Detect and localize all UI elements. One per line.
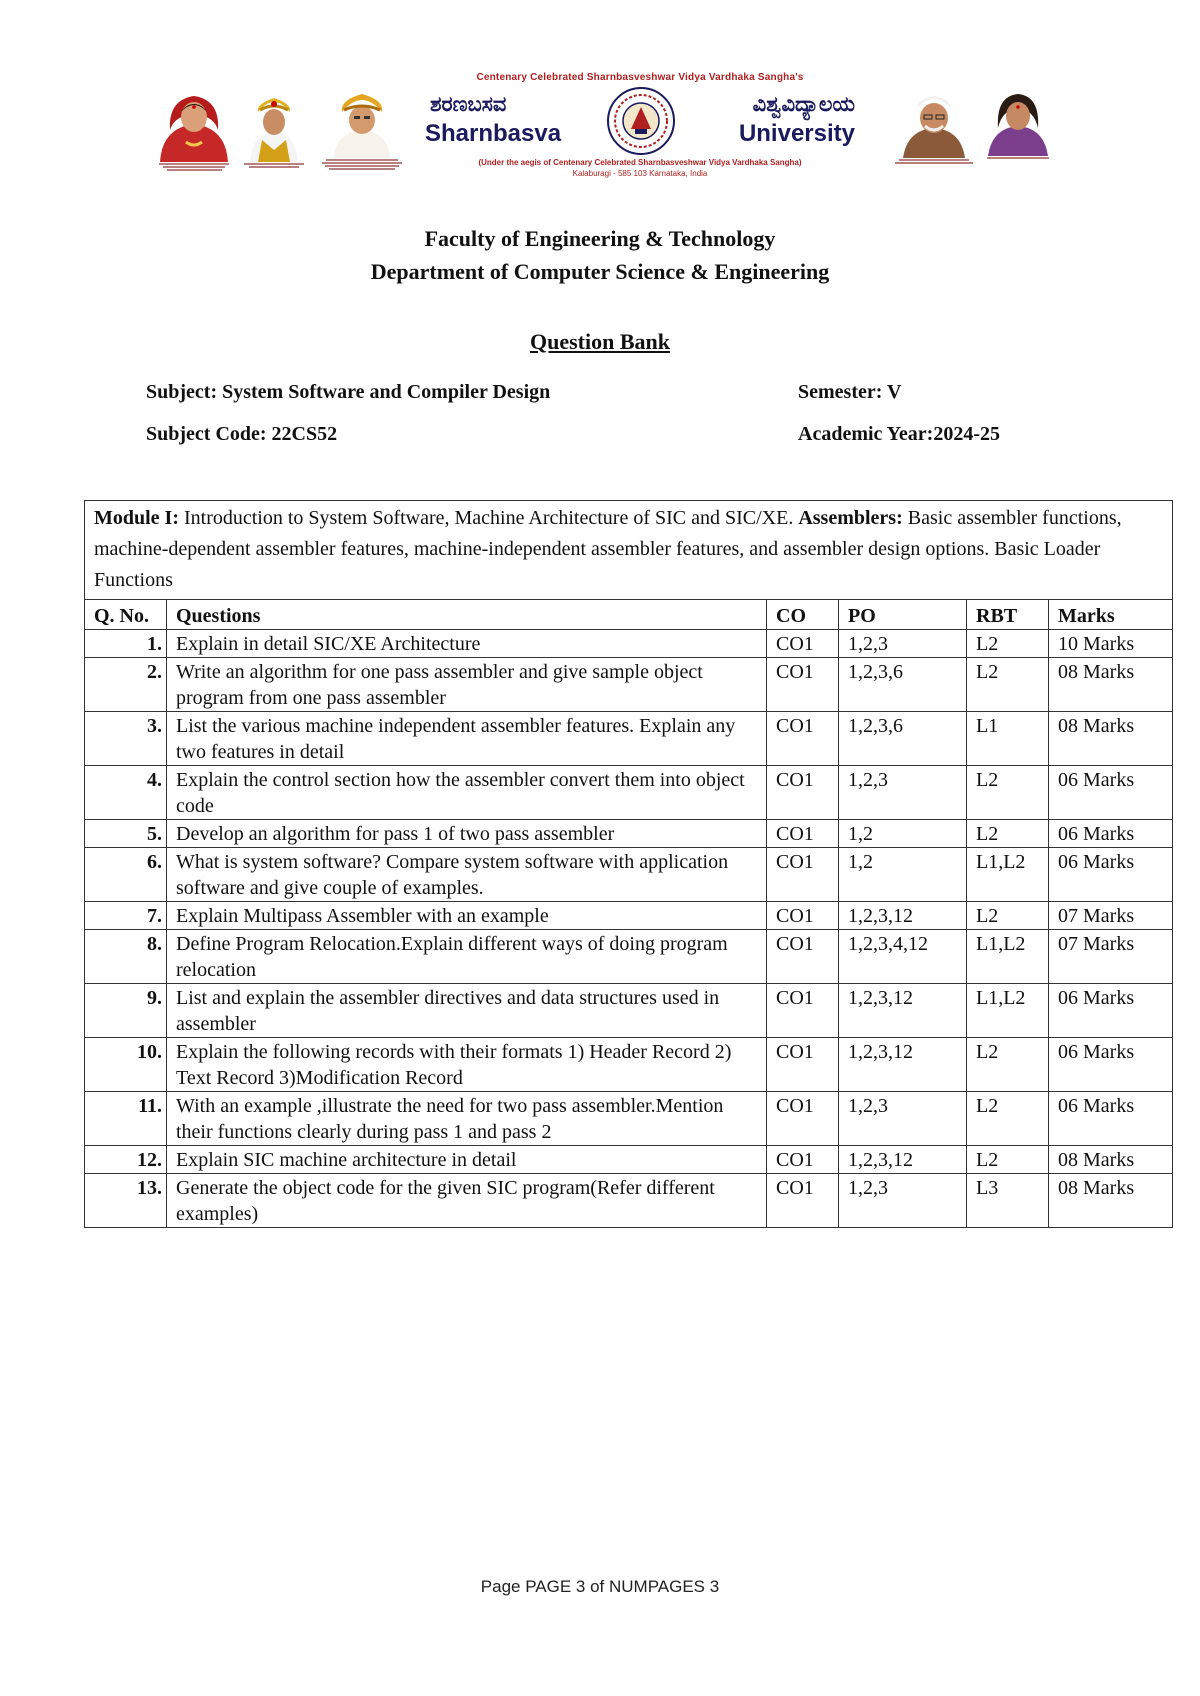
question-rbt: L1,L2 bbox=[967, 984, 1049, 1038]
question-text: What is system software? Compare system software with application software and give couple of examples. bbox=[167, 848, 767, 902]
module-label: Module I: bbox=[94, 507, 179, 529]
question-text: List the various machine independent assembler features. Explain any two features in detail bbox=[167, 712, 767, 766]
question-po: 1,2,3,12 bbox=[839, 1038, 967, 1092]
question-number: 2. bbox=[85, 658, 167, 712]
aegis-line: (Under the aegis of Centenary Celebrated Sharnbasveshwar Vidya Vardhaka Sangha) bbox=[478, 158, 802, 167]
column-header-qno: Q. No. bbox=[85, 600, 167, 630]
portrait-5 bbox=[980, 88, 1056, 159]
question-marks: 06 Marks bbox=[1049, 820, 1173, 848]
question-number: 12. bbox=[85, 1146, 167, 1174]
question-co: CO1 bbox=[767, 712, 839, 766]
question-text: Explain Multipass Assembler with an example bbox=[167, 902, 767, 930]
question-po: 1,2 bbox=[839, 848, 967, 902]
question-marks: 06 Marks bbox=[1049, 848, 1173, 902]
question-co: CO1 bbox=[767, 658, 839, 712]
question-rbt: L2 bbox=[967, 820, 1049, 848]
column-header-po: PO bbox=[839, 600, 967, 630]
kannada-name-right: ವಿಶ್ವವಿದ್ಯಾಲಯ bbox=[752, 92, 855, 116]
semester-label: Semester: V bbox=[798, 381, 902, 403]
university-name-block bbox=[425, 68, 855, 186]
column-header-co: CO bbox=[767, 600, 839, 630]
subject-code-label: Subject Code: 22CS52 bbox=[146, 423, 338, 445]
table-row bbox=[85, 820, 1173, 848]
question-rbt: L1,L2 bbox=[967, 930, 1049, 984]
question-rbt: L2 bbox=[967, 1146, 1049, 1174]
table-row bbox=[85, 1146, 1173, 1174]
question-marks: 07 Marks bbox=[1049, 902, 1173, 930]
question-number: 13. bbox=[85, 1174, 167, 1228]
question-po: 1,2,3,12 bbox=[839, 984, 967, 1038]
module-row bbox=[85, 501, 1173, 600]
question-co: CO1 bbox=[767, 1092, 839, 1146]
question-number: 6. bbox=[85, 848, 167, 902]
question-table bbox=[84, 500, 1173, 1228]
question-co: CO1 bbox=[767, 1146, 839, 1174]
portrait-image-icon bbox=[895, 88, 973, 158]
question-number: 3. bbox=[85, 712, 167, 766]
portrait-image-icon bbox=[324, 88, 400, 158]
portrait-image-icon bbox=[980, 88, 1056, 156]
question-rbt: L1 bbox=[967, 712, 1049, 766]
table-row bbox=[85, 766, 1173, 820]
question-marks: 08 Marks bbox=[1049, 1146, 1173, 1174]
table-row bbox=[85, 848, 1173, 902]
question-co: CO1 bbox=[767, 1038, 839, 1092]
table-row bbox=[85, 630, 1173, 658]
table-row bbox=[85, 930, 1173, 984]
sangha-line: Centenary Celebrated Sharnbasveshwar Vidya Vardhaka Sangha's bbox=[476, 72, 804, 83]
table-row bbox=[85, 658, 1173, 712]
column-header-questions: Questions bbox=[167, 600, 767, 630]
question-po: 1,2,3,6 bbox=[839, 712, 967, 766]
module-rest: Basic assembler functions, machine-dependent assembler features, machine-independent assembler features, and assembler design options. Basic Loader Functions bbox=[94, 507, 1122, 591]
question-co: CO1 bbox=[767, 930, 839, 984]
question-rbt: L1,L2 bbox=[967, 848, 1049, 902]
question-po: 1,2,3 bbox=[839, 766, 967, 820]
question-text: Explain SIC machine architecture in detail bbox=[167, 1146, 767, 1174]
column-header-rbt: RBT bbox=[967, 600, 1049, 630]
question-marks: 08 Marks bbox=[1049, 712, 1173, 766]
english-name-right: University bbox=[738, 120, 855, 147]
question-co: CO1 bbox=[767, 1174, 839, 1228]
column-header-marks: Marks bbox=[1049, 600, 1173, 630]
question-marks: 08 Marks bbox=[1049, 658, 1173, 712]
portrait-3 bbox=[322, 88, 402, 170]
question-marks: 06 Marks bbox=[1049, 1038, 1173, 1092]
kannada-name-left: ಶರಣಬಸವ bbox=[430, 92, 507, 116]
question-co: CO1 bbox=[767, 848, 839, 902]
question-text: Generate the object code for the given SIC program(Refer different examples) bbox=[167, 1174, 767, 1228]
question-text: Explain in detail SIC/XE Architecture bbox=[167, 630, 767, 658]
question-text: List and explain the assembler directives and data structures used in assembler bbox=[167, 984, 767, 1038]
question-co: CO1 bbox=[767, 984, 839, 1038]
question-po: 1,2,3 bbox=[839, 1092, 967, 1146]
question-co: CO1 bbox=[767, 820, 839, 848]
question-po: 1,2,3 bbox=[839, 630, 967, 658]
english-name-left: Sharnbasva bbox=[425, 120, 562, 147]
question-rbt: L2 bbox=[967, 902, 1049, 930]
table-row bbox=[85, 902, 1173, 930]
question-text: Define Program Relocation.Explain different ways of doing program relocation bbox=[167, 930, 767, 984]
question-co: CO1 bbox=[767, 766, 839, 820]
department-title: Department of Computer Science & Engineering bbox=[370, 259, 830, 284]
question-number: 1. bbox=[85, 630, 167, 658]
question-number: 11. bbox=[85, 1092, 167, 1146]
question-marks: 06 Marks bbox=[1049, 984, 1173, 1038]
question-number: 4. bbox=[85, 766, 167, 820]
module-intro: Introduction to System Software, Machine Architecture of SIC and SIC/XE. bbox=[179, 507, 799, 529]
table-row bbox=[85, 712, 1173, 766]
academic-year-label: Academic Year:2024-25 bbox=[798, 423, 1000, 445]
table-header-row bbox=[85, 600, 1173, 630]
question-rbt: L2 bbox=[967, 1038, 1049, 1092]
question-co: CO1 bbox=[767, 630, 839, 658]
question-po: 1,2,3 bbox=[839, 1174, 967, 1228]
question-rbt: L2 bbox=[967, 766, 1049, 820]
page-footer: Page PAGE 3 of NUMPAGES 3 bbox=[480, 1577, 720, 1596]
university-seal-icon bbox=[605, 85, 677, 157]
question-marks: 07 Marks bbox=[1049, 930, 1173, 984]
question-number: 5. bbox=[85, 820, 167, 848]
address-line: Kalaburagi - 585 103 Karnataka, India bbox=[572, 169, 708, 178]
question-number: 9. bbox=[85, 984, 167, 1038]
question-po: 1,2,3,12 bbox=[839, 902, 967, 930]
document-title: Question Bank bbox=[530, 329, 670, 354]
portrait-4 bbox=[895, 88, 973, 164]
faculty-title: Faculty of Engineering & Technology bbox=[424, 226, 776, 251]
table-row bbox=[85, 1038, 1173, 1092]
question-text: Develop an algorithm for pass 1 of two pass assembler bbox=[167, 820, 767, 848]
question-number: 7. bbox=[85, 902, 167, 930]
portrait-image-icon bbox=[238, 90, 310, 162]
question-text: Explain the control section how the assembler convert them into object code bbox=[167, 766, 767, 820]
table-row bbox=[85, 984, 1173, 1038]
table-row bbox=[85, 1174, 1173, 1228]
question-text: Write an algorithm for one pass assembler and give sample object program from one pass assembler bbox=[167, 658, 767, 712]
university-banner bbox=[150, 68, 1070, 190]
question-marks: 08 Marks bbox=[1049, 1174, 1173, 1228]
module-description bbox=[85, 501, 1173, 600]
question-rbt: L2 bbox=[967, 1092, 1049, 1146]
question-po: 1,2 bbox=[839, 820, 967, 848]
question-number: 10. bbox=[85, 1038, 167, 1092]
question-po: 1,2,3,12 bbox=[839, 1146, 967, 1174]
question-rbt: L3 bbox=[967, 1174, 1049, 1228]
table-row bbox=[85, 1092, 1173, 1146]
question-marks: 10 Marks bbox=[1049, 630, 1173, 658]
question-rbt: L2 bbox=[967, 658, 1049, 712]
question-text: With an example ,illustrate the need for two pass assembler.Mention their functions clearly during pass 1 and pass 2 bbox=[167, 1092, 767, 1146]
question-text: Explain the following records with their formats 1) Header Record 2) Text Record 3)Modification Record bbox=[167, 1038, 767, 1092]
question-po: 1,2,3,6 bbox=[839, 658, 967, 712]
question-po: 1,2,3,4,12 bbox=[839, 930, 967, 984]
question-rbt: L2 bbox=[967, 630, 1049, 658]
question-number: 8. bbox=[85, 930, 167, 984]
portrait-1 bbox=[152, 90, 236, 171]
subject-label: Subject: System Software and Compiler Design bbox=[146, 381, 551, 403]
question-marks: 06 Marks bbox=[1049, 1092, 1173, 1146]
module-topic: Assemblers: bbox=[798, 507, 903, 529]
portrait-2 bbox=[238, 90, 310, 168]
question-marks: 06 Marks bbox=[1049, 766, 1173, 820]
question-co: CO1 bbox=[767, 902, 839, 930]
portrait-image-icon bbox=[152, 90, 236, 162]
